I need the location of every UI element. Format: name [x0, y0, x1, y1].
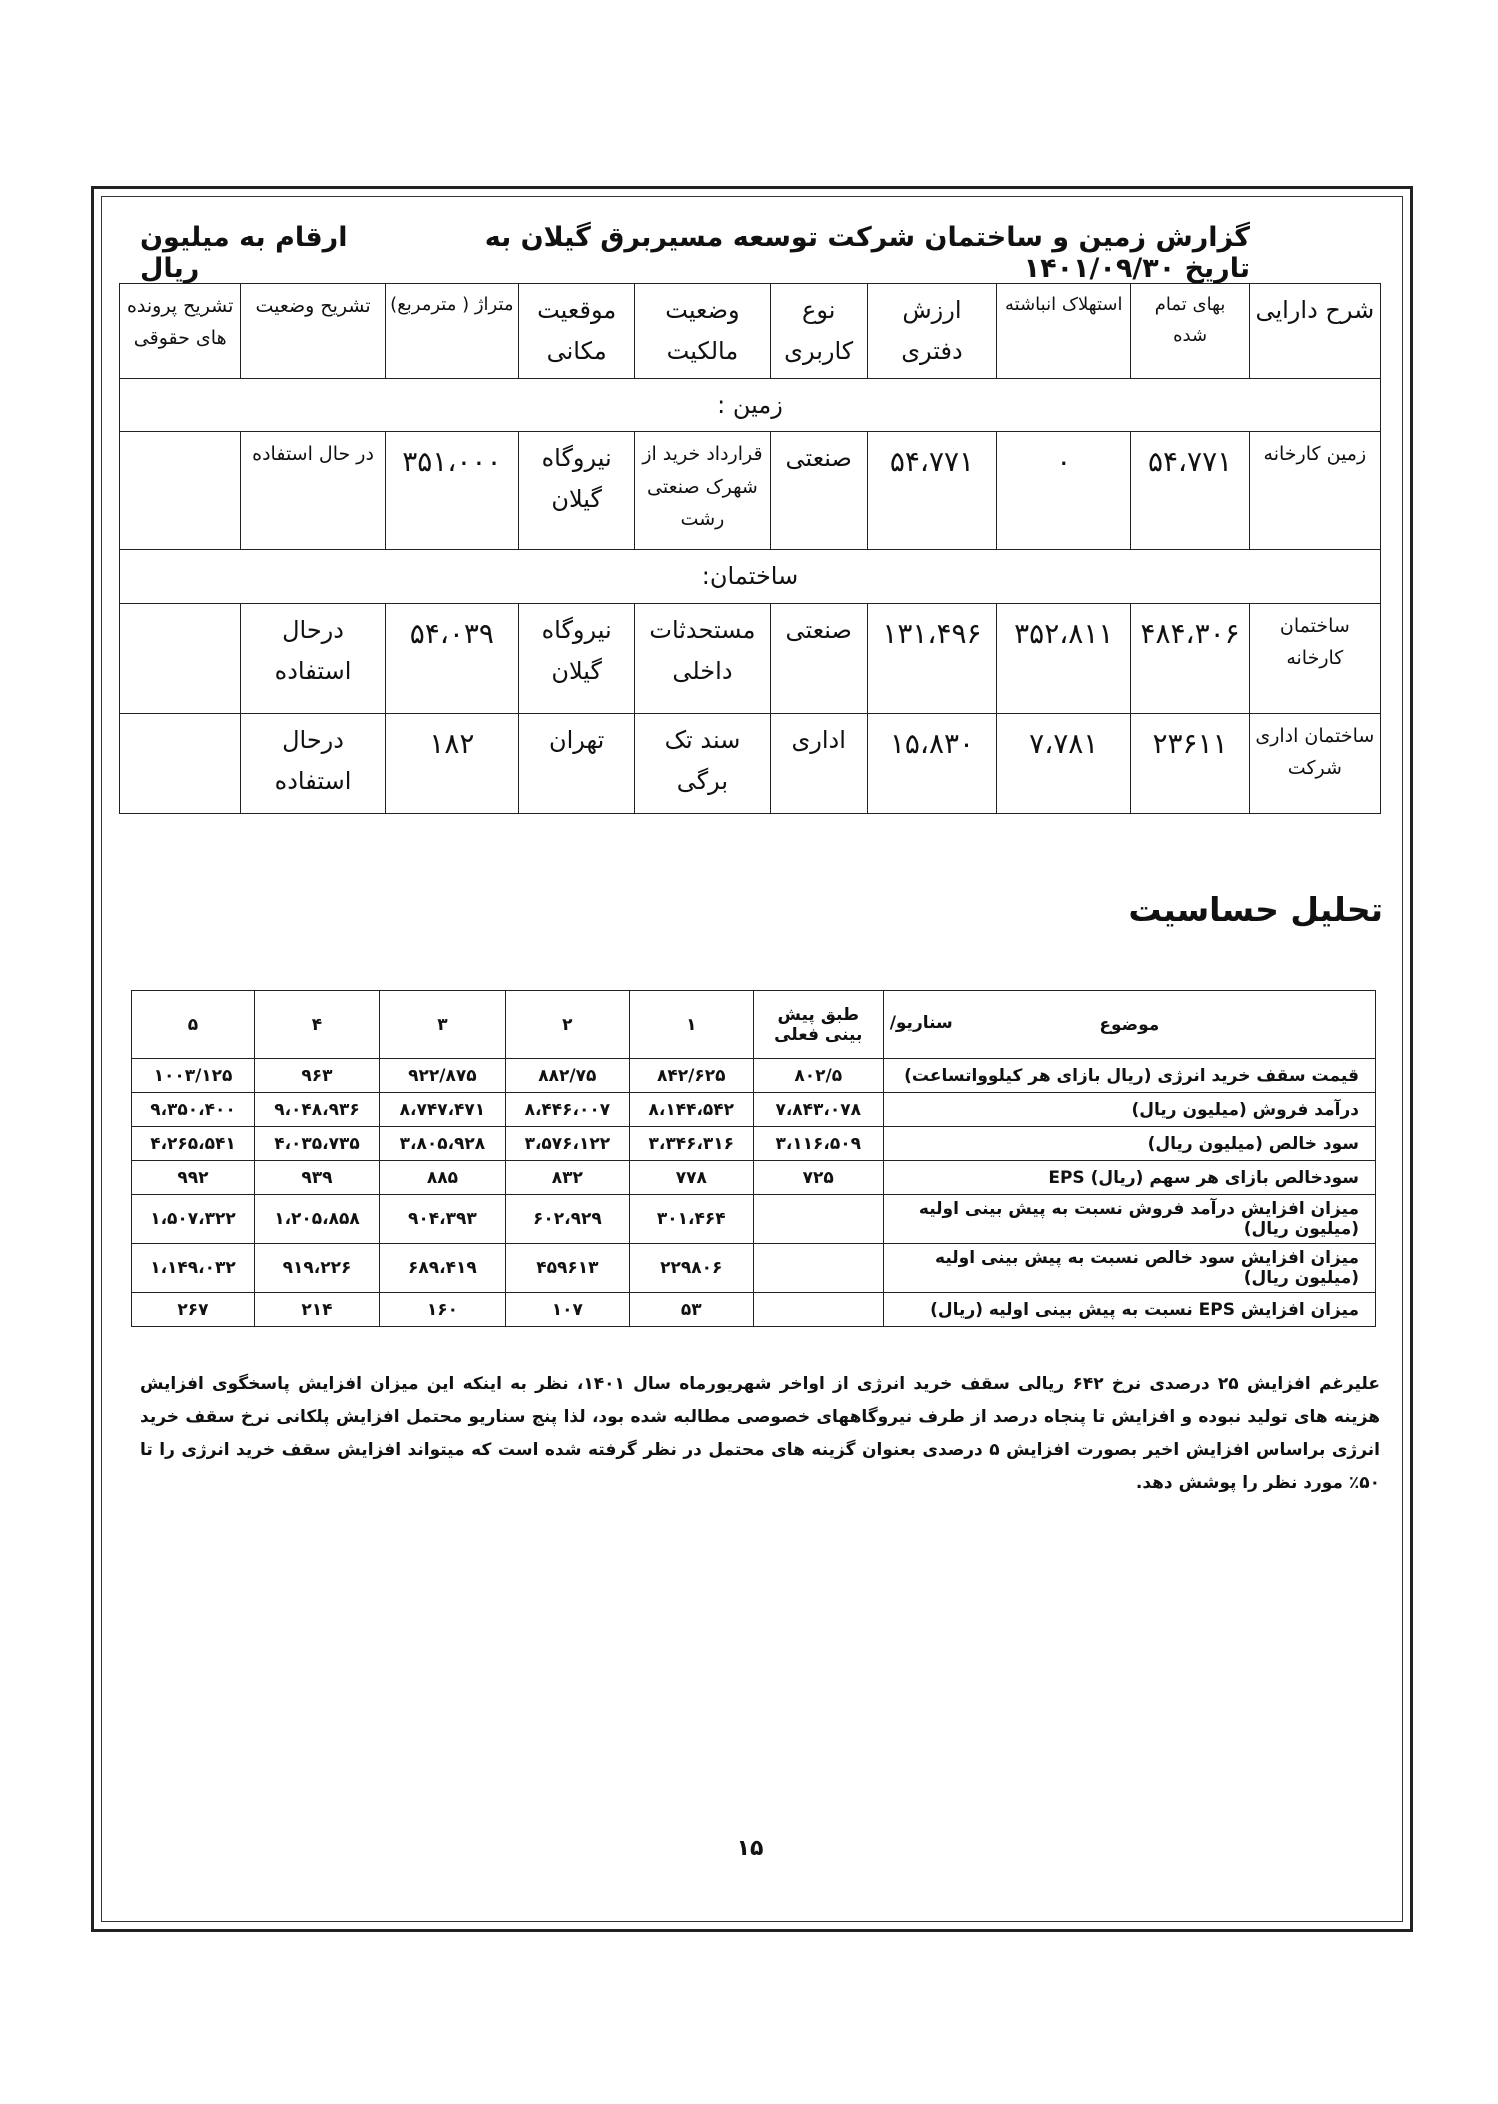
- table-cell: ۲۲۹۸۰۶: [629, 1244, 753, 1293]
- table-cell: تهران: [519, 714, 635, 814]
- table-row: [132, 1059, 1376, 1093]
- sensitivity-title: تحلیل حساسیت: [1128, 890, 1383, 929]
- table-cell: ۸۸۲/۷۵: [505, 1059, 629, 1093]
- table-row: [132, 1195, 1376, 1244]
- table-cell: ۴۵۹۶۱۳: [505, 1244, 629, 1293]
- current-header: طبق پیش بینی فعلی: [753, 991, 883, 1059]
- table-cell: ۲۶۷: [132, 1293, 255, 1327]
- table-row: [132, 1127, 1376, 1161]
- scenario-col-header: ۱: [629, 991, 753, 1059]
- table-cell: نیروگاه گیلان: [519, 432, 635, 550]
- table-cell: [120, 604, 241, 714]
- subject-header-label: موضوع: [1099, 1014, 1160, 1035]
- table-cell: ۱۶۰: [379, 1293, 505, 1327]
- col-header: متراژ ( مترمربع): [385, 284, 518, 379]
- col-header: تشریح پرونده های حقوقی: [120, 284, 241, 379]
- table-cell: ۵۴،۰۳۹: [385, 604, 518, 714]
- section-row-land: [120, 378, 1381, 432]
- table-cell: ۳،۸۰۵،۹۲۸: [379, 1127, 505, 1161]
- table-cell: ۲۱۴: [255, 1293, 380, 1327]
- table-cell: [753, 1244, 883, 1293]
- table-cell: [753, 1195, 883, 1244]
- table-cell: ۹۱۹،۲۲۶: [255, 1244, 380, 1293]
- row-label: میزان افزایش EPS نسبت به پیش بینی اولیه (ریال): [883, 1293, 1375, 1327]
- table-cell: سند تک برگی: [635, 714, 770, 814]
- table-row: [120, 714, 1381, 814]
- table-cell: ۶۸۹،۴۱۹: [379, 1244, 505, 1293]
- scenario-header-label: سناریو/: [889, 1013, 953, 1033]
- table-cell: ۱،۵۰۷،۳۲۲: [132, 1195, 255, 1244]
- table-cell: ۹،۳۵۰،۴۰۰: [132, 1093, 255, 1127]
- table-cell: [120, 714, 241, 814]
- table-cell: نیروگاه گیلان: [519, 604, 635, 714]
- table-cell: ۱۵،۸۳۰: [867, 714, 996, 814]
- table-cell: ۳،۱۱۶،۵۰۹: [753, 1127, 883, 1161]
- table-row: [132, 1093, 1376, 1127]
- table-cell: ۱،۱۴۹،۰۳۲: [132, 1244, 255, 1293]
- table-cell: ۰: [997, 432, 1131, 550]
- scenario-col-header: ۵: [132, 991, 255, 1059]
- table-cell: ۸۴۲/۶۲۵: [629, 1059, 753, 1093]
- table-cell: ۵۳: [629, 1293, 753, 1327]
- table-cell: ۸،۴۴۶،۰۰۷: [505, 1093, 629, 1127]
- table-cell: صنعتی: [770, 432, 867, 550]
- table-row: [120, 432, 1381, 550]
- table-row: [132, 1161, 1376, 1195]
- col-header: موقعیت مکانی: [519, 284, 635, 379]
- table-cell: ۹۲۲/۸۷۵: [379, 1059, 505, 1093]
- table-cell: ۸،۷۴۷،۴۷۱: [379, 1093, 505, 1127]
- table-cell: ۴،۰۳۵،۷۳۵: [255, 1127, 380, 1161]
- table-cell: درحال استفاده: [241, 714, 385, 814]
- table-cell: ساختمان اداری شرکت: [1249, 714, 1380, 814]
- table-row: [132, 1293, 1376, 1327]
- assets-table: [119, 283, 1381, 814]
- table-cell: ۳،۳۴۶،۳۱۶: [629, 1127, 753, 1161]
- page-number: ۱۵: [736, 1836, 764, 1861]
- col-header: نوع کاربری: [770, 284, 867, 379]
- table-cell: ۹۰۴،۳۹۳: [379, 1195, 505, 1244]
- table-cell: ۳۰۱،۴۶۴: [629, 1195, 753, 1244]
- section-row-building: [120, 550, 1381, 604]
- col-header: شرح دارایی: [1249, 284, 1380, 379]
- col-header: استهلاک انباشته: [997, 284, 1131, 379]
- row-label: میزان افزایش سود خالص نسبت به پیش بینی اولیه (میلیون ریال): [883, 1244, 1375, 1293]
- row-label: سودخالص بازای هر سهم (ریال) EPS: [883, 1161, 1375, 1195]
- table-cell: ۵۴،۷۷۱: [867, 432, 996, 550]
- sensitivity-header-row: [132, 991, 1376, 1059]
- row-label: میزان افزایش درآمد فروش نسبت به پیش بینی اولیه (میلیون ریال): [883, 1195, 1375, 1244]
- table-cell: ۳۵۲،۸۱۱: [997, 604, 1131, 714]
- table-cell: اداری: [770, 714, 867, 814]
- table-cell: درحال استفاده: [241, 604, 385, 714]
- table-cell: ۹،۰۴۸،۹۳۶: [255, 1093, 380, 1127]
- col-header: تشریح وضعیت: [241, 284, 385, 379]
- table-row: [120, 604, 1381, 714]
- table-cell: ۶۰۲،۹۲۹: [505, 1195, 629, 1244]
- scenario-col-header: ۴: [255, 991, 380, 1059]
- row-label: درآمد فروش (میلیون ریال): [883, 1093, 1375, 1127]
- report-title: گزارش زمین و ساختمان شرکت توسعه مسیربرق گیلان به تاریخ ۱۴۰۱/۰۹/۳۰: [484, 222, 1250, 284]
- table-cell: ۷،۷۸۱: [997, 714, 1131, 814]
- table-cell: ۷۲۵: [753, 1161, 883, 1195]
- col-header: ارزش دفتری: [867, 284, 996, 379]
- col-header: وضعیت مالکیت: [635, 284, 770, 379]
- scenario-col-header: ۳: [379, 991, 505, 1059]
- table-cell: صنعتی: [770, 604, 867, 714]
- col-header: بهای تمام شده: [1131, 284, 1249, 379]
- table-cell: ۷،۸۴۳،۰۷۸: [753, 1093, 883, 1127]
- table-cell: ۱۳۱،۴۹۶: [867, 604, 996, 714]
- table-row: [132, 1244, 1376, 1293]
- table-cell: ۹۶۳: [255, 1059, 380, 1093]
- row-label: سود خالص (میلیون ریال): [883, 1127, 1375, 1161]
- table-cell: ۹۳۹: [255, 1161, 380, 1195]
- table-cell: ۲۳۶۱۱: [1131, 714, 1249, 814]
- table-cell: ۱،۲۰۵،۸۵۸: [255, 1195, 380, 1244]
- section-label: ساختمان:: [120, 550, 1381, 604]
- table-cell: قرارداد خرید از شهرک صنعتی رشت: [635, 432, 770, 550]
- table-cell: ۱۰۷: [505, 1293, 629, 1327]
- table-cell: ۸۳۲: [505, 1161, 629, 1195]
- table-cell: ۱۸۲: [385, 714, 518, 814]
- table-cell: ۳،۵۷۶،۱۲۲: [505, 1127, 629, 1161]
- scenario-col-header: ۲: [505, 991, 629, 1059]
- assets-header-row: [120, 284, 1381, 379]
- table-cell: ۴۸۴،۳۰۶: [1131, 604, 1249, 714]
- row-label: قیمت سقف خرید انرژی (ریال بازای هر کیلوواتساعت): [883, 1059, 1375, 1093]
- table-cell: ۸،۱۴۴،۵۴۲: [629, 1093, 753, 1127]
- table-cell: ۱۰۰۳/۱۲۵: [132, 1059, 255, 1093]
- sensitivity-footnote: علیرغم افزایش ۲۵ درصدی نرخ ۶۴۲ ریالی سقف خرید انرژی از اواخر شهریورماه سال ۱۴۰۱، نظر به اینکه این میزان افزایش پاسخگوی افزایش هزینه های تولید نبوده و افزایش تا پنجاه درصد از طرف نیروگاههای خصوصی مطالبه شده بود، لذا پنج سناریو محتمل افزایش پلکانی نرخ سقف خرید انرژی براساس افزایش اخیر بصورت افزایش ۵ درصدی بعنوان گزینه های محتمل در نظر گرفته شده است که میتواند افزایش سقف خرید انرژی را تا ۵۰٪ مورد نظر را پوشش دهد.: [140, 1374, 1380, 1494]
- table-cell: ۵۴،۷۷۱: [1131, 432, 1249, 550]
- sensitivity-table: [131, 990, 1376, 1327]
- table-cell: مستحدثات داخلی: [635, 604, 770, 714]
- table-cell: [120, 432, 241, 550]
- table-cell: زمین کارخانه: [1249, 432, 1380, 550]
- table-cell: ساختمان کارخانه: [1249, 604, 1380, 714]
- table-cell: ۸۰۲/۵: [753, 1059, 883, 1093]
- table-cell: ۸۸۵: [379, 1161, 505, 1195]
- units-note: ارقام به میلیون ریال: [140, 222, 348, 284]
- table-cell: ۹۹۲: [132, 1161, 255, 1195]
- subject-header: [883, 991, 1375, 1059]
- table-cell: ۷۷۸: [629, 1161, 753, 1195]
- section-label: زمین :: [120, 378, 1381, 432]
- table-cell: [753, 1293, 883, 1327]
- table-cell: ۴،۲۶۵،۵۴۱: [132, 1127, 255, 1161]
- table-cell: ۳۵۱،۰۰۰: [385, 432, 518, 550]
- table-cell: در حال استفاده: [241, 432, 385, 550]
